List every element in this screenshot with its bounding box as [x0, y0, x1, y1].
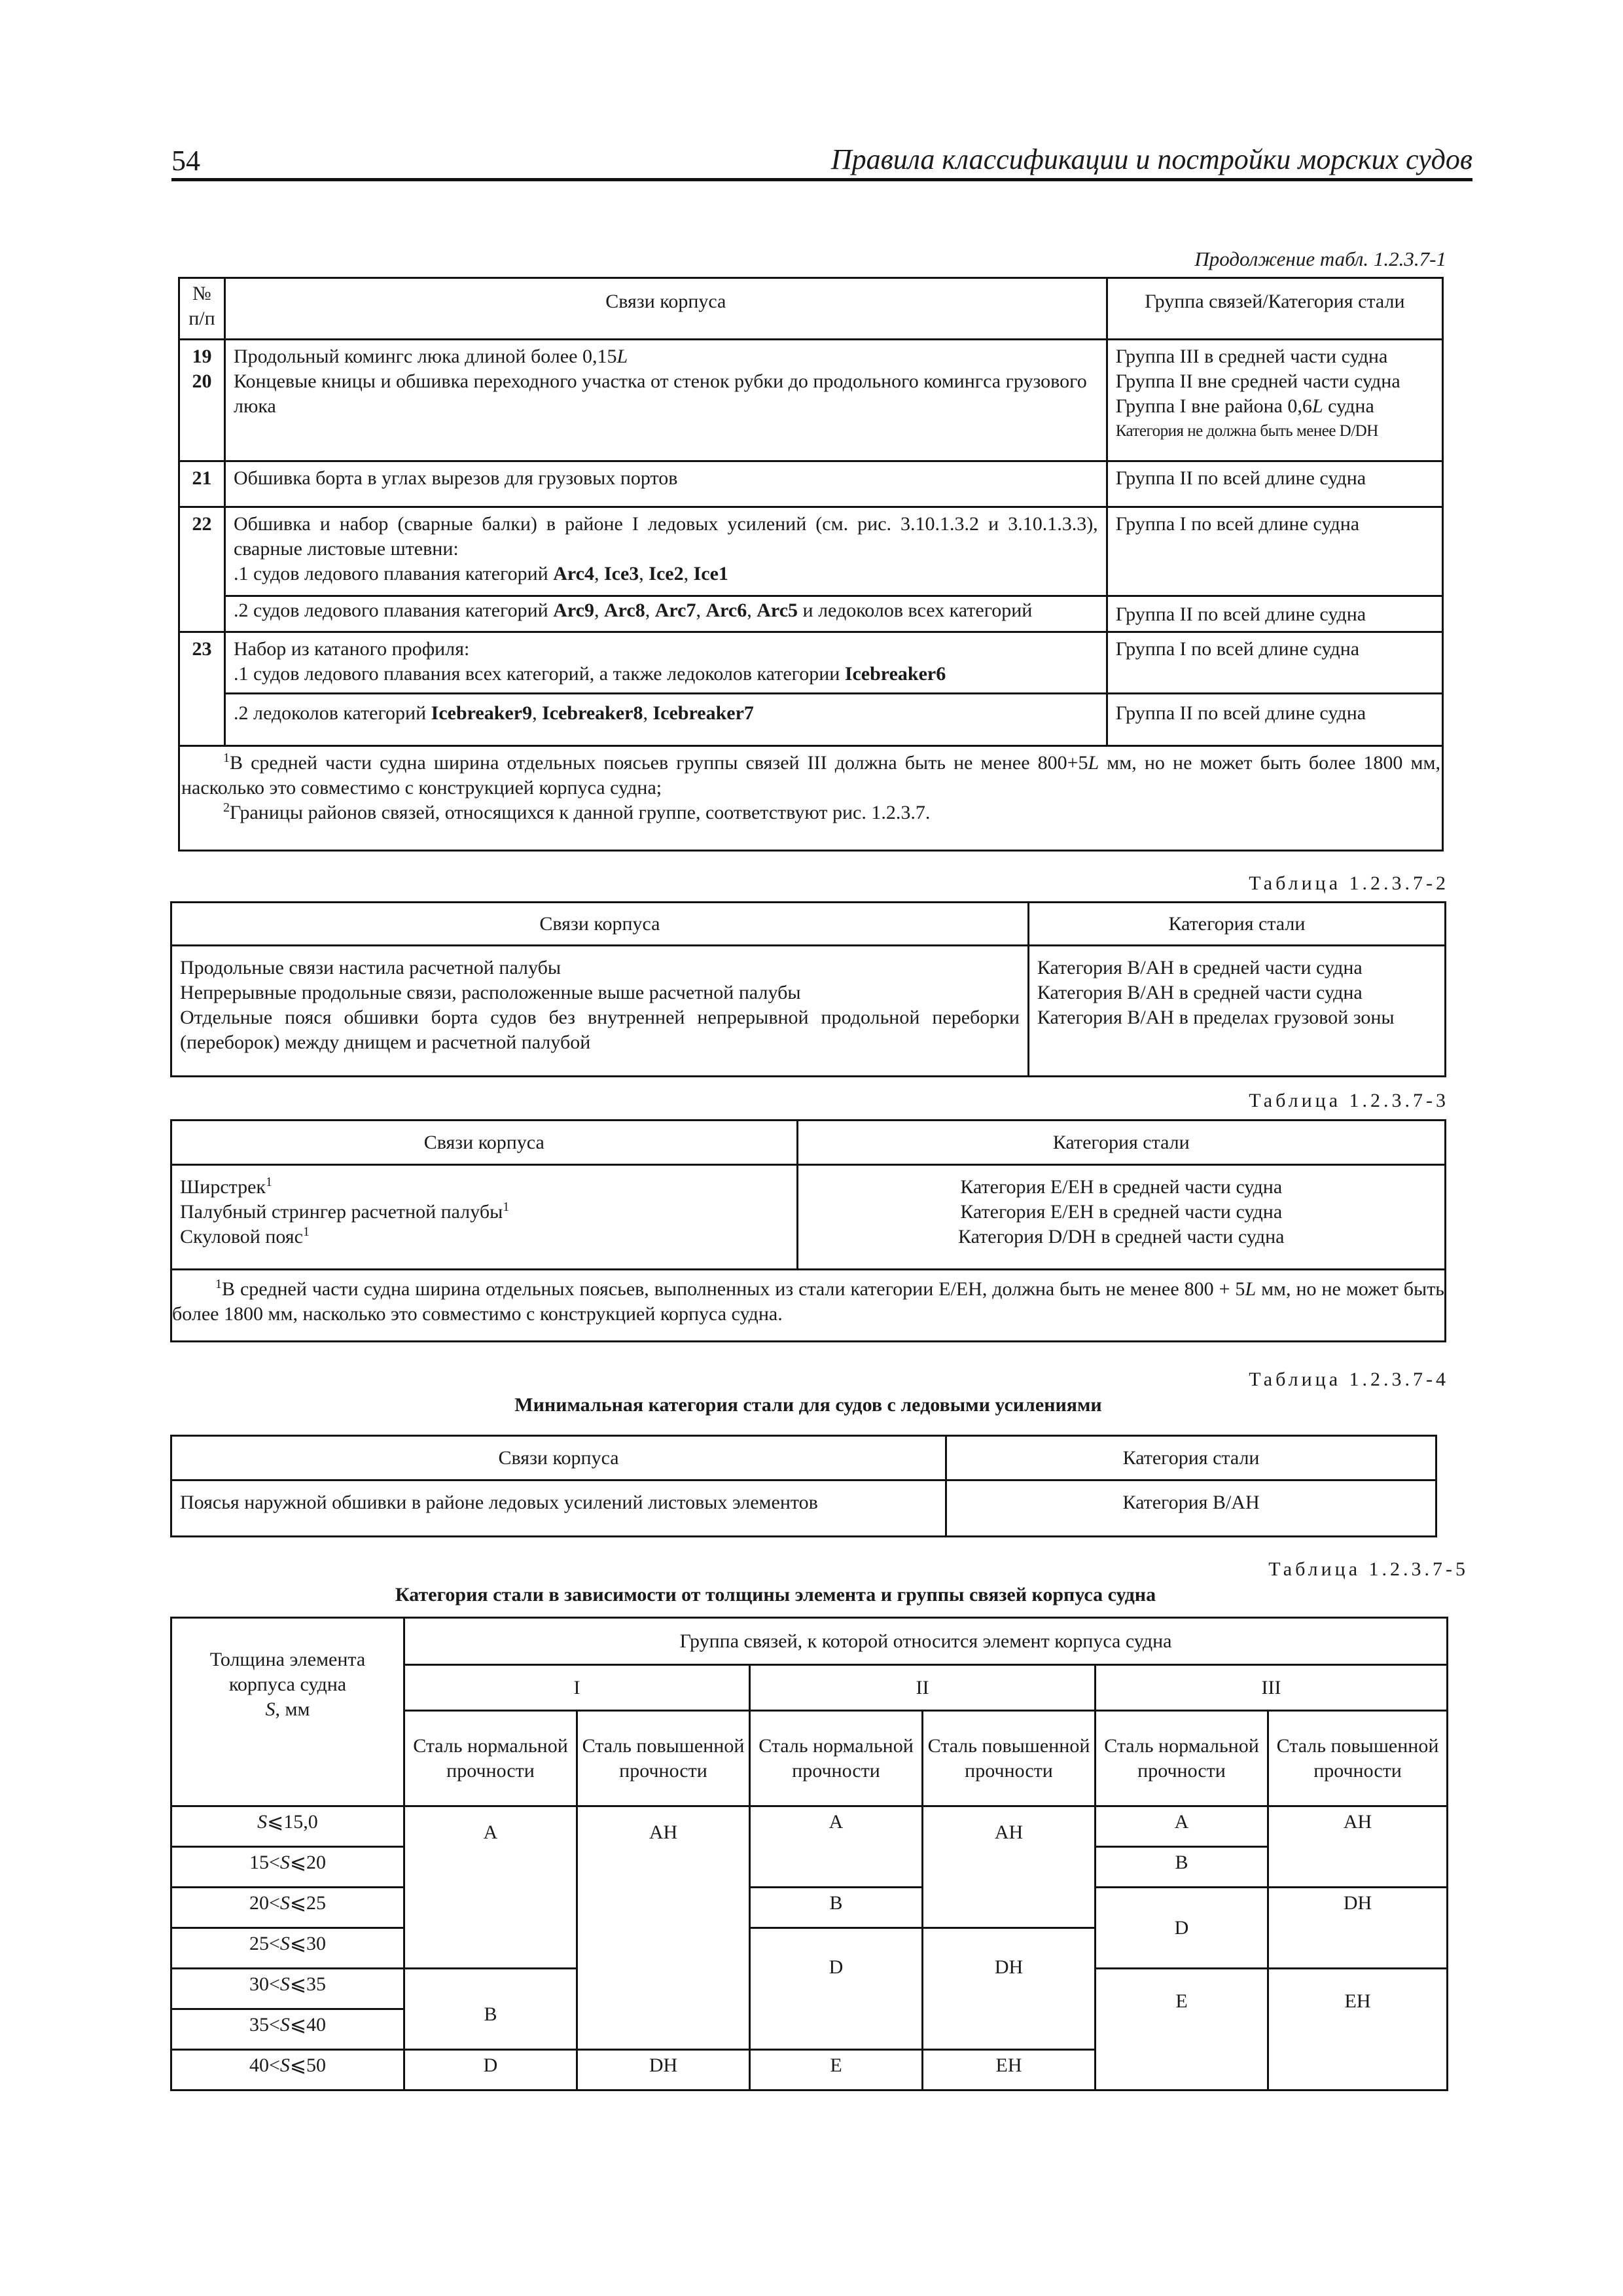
col-connections-header: Связи корпуса: [171, 1121, 798, 1165]
table-row: [179, 596, 1443, 632]
cell-g1-high: DH: [577, 2050, 750, 2090]
cell-g2-high: DH: [923, 1928, 1096, 2050]
running-title: Правила классификации и постройки морских судов: [830, 143, 1472, 175]
col-group-header: Группа связей/Категория стали: [1107, 278, 1442, 340]
thickness-cell: 25<S⩽30: [171, 1928, 404, 1969]
table-row: [171, 1165, 1446, 1270]
steel-high-header: Сталь повышенной прочности: [923, 1711, 1096, 1806]
table5-title: Категория стали в зависимости от толщины элемента и группы связей корпуса судна: [395, 1584, 1156, 1605]
group-iii-header: III: [1096, 1665, 1448, 1711]
thickness-cell: 40<S⩽50: [171, 2050, 404, 2090]
steel-high-header: Сталь повышенной прочности: [577, 1711, 750, 1806]
cell-g2-normal: E: [750, 2050, 923, 2090]
cell-g1-normal: D: [404, 2050, 577, 2090]
table-row: [179, 340, 1443, 461]
row-group: Группа III в средней части судна Группа II вне средней части судна Группа I вне района 0,6L судна Категория не должна быть менее D/DH: [1107, 340, 1442, 461]
table1: [178, 277, 1444, 852]
table-row: [179, 694, 1443, 746]
table3-footnote: $^1$В средней части судна ширина отдельных поясьев, выполненных из стали категории Е/ЕН, должна быть не менее 800 + 5L мм, но не может быть более 1800 мм, насколько это совместимо с конструкцией корпуса судна.: [171, 1270, 1446, 1342]
row-category: Категория В/АН в средней части судна Категория В/АН в средней части судна Категория В/АН в пределах грузовой зоны: [1028, 946, 1445, 1077]
row-number: 19 20: [179, 340, 225, 461]
col-category-header: Категория стали: [946, 1436, 1436, 1480]
group-i-header: I: [404, 1665, 750, 1711]
cell-g3-normal: A: [1096, 1806, 1268, 1847]
cell-g3-normal: E: [1096, 1969, 1268, 2090]
table2: [170, 901, 1446, 1077]
row-group: Группа II по всей длине судна: [1107, 596, 1442, 632]
cell-g1-high: AH: [577, 1806, 750, 2050]
table3-caption: Таблица 1.2.3.7-3: [1249, 1090, 1449, 1111]
col-num-header: № п/п: [179, 278, 225, 340]
thickness-cell: 20<S⩽25: [171, 1888, 404, 1928]
row-connections: .2 ледоколов категорий Icebreaker9, Icebreaker8, Icebreaker7: [224, 694, 1107, 746]
col-group-header: Группа связей, к которой относится элемент корпуса судна: [404, 1618, 1448, 1665]
cell-g2-normal: A: [750, 1806, 923, 1888]
table2-caption: Таблица 1.2.3.7-2: [1249, 872, 1449, 894]
row-group: Группа II по всей длине судна: [1107, 694, 1442, 746]
table4-caption: Таблица 1.2.3.7-4: [1249, 1369, 1449, 1390]
cell-g2-high: EH: [923, 2050, 1096, 2090]
table-row: [179, 632, 1443, 694]
table-row: [171, 1480, 1436, 1537]
row-connections: Ширстрек$^1$ Палубный стрингер расчетной палубы$^1$ Скуловой пояс$^1$: [171, 1165, 798, 1270]
thickness-cell: 35<S⩽40: [171, 2009, 404, 2050]
table-row: [179, 507, 1443, 596]
row-connections: Набор из катаного профиля: .1 судов ледового плавания всех категорий, а также ледоколов категории Icebreaker6: [224, 632, 1107, 694]
col-category-header: Категория стали: [1028, 903, 1445, 946]
cell-g3-normal: D: [1096, 1888, 1268, 1969]
page-number: 54: [171, 145, 200, 177]
row-number: 22: [179, 507, 225, 632]
thickness-cell: 30<S⩽35: [171, 1969, 404, 2009]
cell-g1-normal: B: [404, 1969, 577, 2050]
col-thickness-header: Толщина элемента корпуса судна S, мм: [171, 1618, 404, 1806]
row-group: Группа II по всей длине судна: [1107, 461, 1442, 507]
row-connections: Обшивка борта в углах вырезов для грузовых портов: [224, 461, 1107, 507]
table-row: [171, 1888, 1448, 1928]
cell-g1-normal: A: [404, 1806, 577, 1969]
table5-caption: Таблица 1.2.3.7-5: [1268, 1558, 1469, 1580]
row-group: Группа I по всей длине судна: [1107, 507, 1442, 596]
table3: [170, 1119, 1446, 1342]
cell-g3-normal: B: [1096, 1847, 1268, 1888]
cell-g3-high: EH: [1268, 1969, 1448, 2090]
header-rule: [171, 178, 1472, 181]
row-connections: .2 судов ледового плавания категорий Arc9, Arc8, Arc7, Arc6, Arc5 и ледоколов всех категорий: [224, 596, 1107, 632]
cell-g2-normal: D: [750, 1928, 923, 2050]
table4: [170, 1435, 1437, 1537]
steel-normal-header: Сталь нормальной прочности: [1096, 1711, 1268, 1806]
steel-high-header: Сталь повышенной прочности: [1268, 1711, 1448, 1806]
row-category: Категория Е/ЕН в средней части судна Категория Е/ЕН в средней части судна Категория D/DH в средней части судна: [797, 1165, 1445, 1270]
row-connections: Обшивка и набор (сварные балки) в районе I ледовых усилений (см. рис. 3.10.1.3.2 и 3.10.1.3.3), сварные листовые штевни: .1 судов ледового плавания категорий Arc4, Ice3, Ice2, Ice1: [224, 507, 1107, 596]
table-row: [171, 946, 1446, 1077]
col-connections-header: Связи корпуса: [171, 903, 1029, 946]
table-row: [171, 1806, 1448, 1847]
row-group: Группа I по всей длине судна: [1107, 632, 1442, 694]
steel-normal-header: Сталь нормальной прочности: [750, 1711, 923, 1806]
group-ii-header: II: [750, 1665, 1096, 1711]
cell-g2-high: AH: [923, 1806, 1096, 1928]
table4-title: Минимальная категория стали для судов с ледовыми усилениями: [514, 1394, 1102, 1416]
col-connections-header: Связи корпуса: [224, 278, 1107, 340]
row-connections: Продольный комингс люка длиной более 0,15L Концевые кницы и обшивка переходного участка от стенок рубки до продольного комингса грузового люка: [224, 340, 1107, 461]
thickness-cell: 15<S⩽20: [171, 1847, 404, 1888]
row-connections: Поясья наружной обшивки в районе ледовых усилений листовых элементов: [171, 1480, 946, 1537]
row-category: Категория В/АН: [946, 1480, 1436, 1537]
col-connections-header: Связи корпуса: [171, 1436, 946, 1480]
table1-footnotes: $^1$В средней части судна ширина отдельных поясьев группы связей III должна быть не менее 800+5L мм, но не может быть более 1800 мм, насколько это совместимо с конструкцией корпуса судна; $^2$Границы районов связей, относящихся к данной группе, соответствуют рис. 1.2.3.7.: [179, 746, 1443, 851]
thickness-cell: S⩽15,0: [171, 1806, 404, 1847]
cell-g2-normal: B: [750, 1888, 923, 1928]
row-number: 21: [179, 461, 225, 507]
cell-g3-high: AH: [1268, 1806, 1448, 1888]
cell-g3-high: DH: [1268, 1888, 1448, 1969]
steel-normal-header: Сталь нормальной прочности: [404, 1711, 577, 1806]
table1-caption: Продолжение табл. 1.2.3.7-1: [1194, 247, 1446, 270]
table-row: [179, 461, 1443, 507]
table5: [170, 1617, 1448, 2091]
col-category-header: Категория стали: [797, 1121, 1445, 1165]
row-number: 23: [179, 632, 225, 746]
row-connections: Продольные связи настила расчетной палубы Непрерывные продольные связи, расположенные выше расчетной палубы Отдельные пояся обшивки борта судов без внутренней непрерывной продольной переборки (переборок) между днищем и расчетной палубой: [171, 946, 1029, 1077]
